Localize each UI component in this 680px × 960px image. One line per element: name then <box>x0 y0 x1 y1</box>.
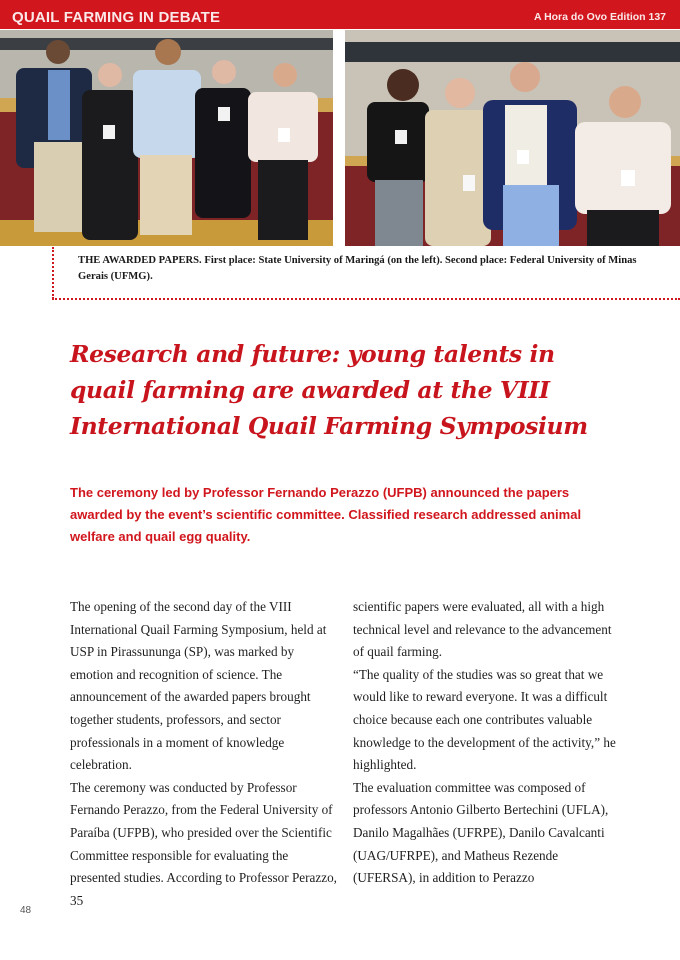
photo-second-place-team-icon <box>345 30 680 246</box>
edition-label: A Hora do Ovo Edition 137 <box>533 11 666 23</box>
section-title: QUAIL FARMING IN DEBATE <box>12 9 221 26</box>
paragraph: scientific papers were evaluated, all with a high technical level and relevance to the advancement of quail farming. <box>353 599 612 660</box>
article-column-left <box>70 596 340 912</box>
photo-second-place <box>345 30 680 246</box>
paragraph: The opening of the second day of the VIII International Quail Farming Symposium, held at USP in Pirassununga (SP), was marked by emotion and recognition of science. The announcement of the awarded papers brought together students, professors, and sector professionals in a moment of knowledge celebration. <box>70 599 327 773</box>
page-number: 48 <box>20 905 32 916</box>
photo-first-place <box>0 30 333 246</box>
paragraph: “The quality of the studies was so great that we would like to reward everyone. It was a difficult choice because each one contributes valuable knowledge to the development of the activity,” he highlighted. <box>353 666 616 773</box>
article-lead: The ceremony led by Professor Fernando Perazzo (UFPB) announced the papers awarded by the event’s scientific committee. Classified research addressed animal welfare and quail egg quality. <box>70 485 582 544</box>
article-column-right <box>353 596 623 890</box>
caption-dotted-divider-vertical <box>52 247 54 299</box>
paragraph: The ceremony was conducted by Professor Fernando Perazzo, from the Federal University of Paraíba (UFPB), who presided over the Scientific Committee responsible for evaluating the presented studies. According to Professor Perazzo, 35 <box>70 779 337 908</box>
photo-caption: THE AWARDED PAPERS. First place: State University of Maringá (on the left). Second place: Federal University of Minas Gerais (UFMG). <box>78 255 637 282</box>
caption-dotted-divider-horizontal <box>52 298 680 300</box>
photo-first-place-team-icon <box>0 30 333 246</box>
section-header-bar <box>0 0 680 29</box>
paragraph: The evaluation committee was composed of professors Antonio Gilberto Bertechini (UFLA), Danilo Magalhães (UFRPE), Danilo Cavalcanti (UAG/UFRPE), and Matheus Rezende (UFERSA), in addition to Perazzo <box>353 779 609 886</box>
article-headline: Research and future: young talents in quail farming are awarded at the VIII International Quail Farming Symposium <box>70 340 588 440</box>
